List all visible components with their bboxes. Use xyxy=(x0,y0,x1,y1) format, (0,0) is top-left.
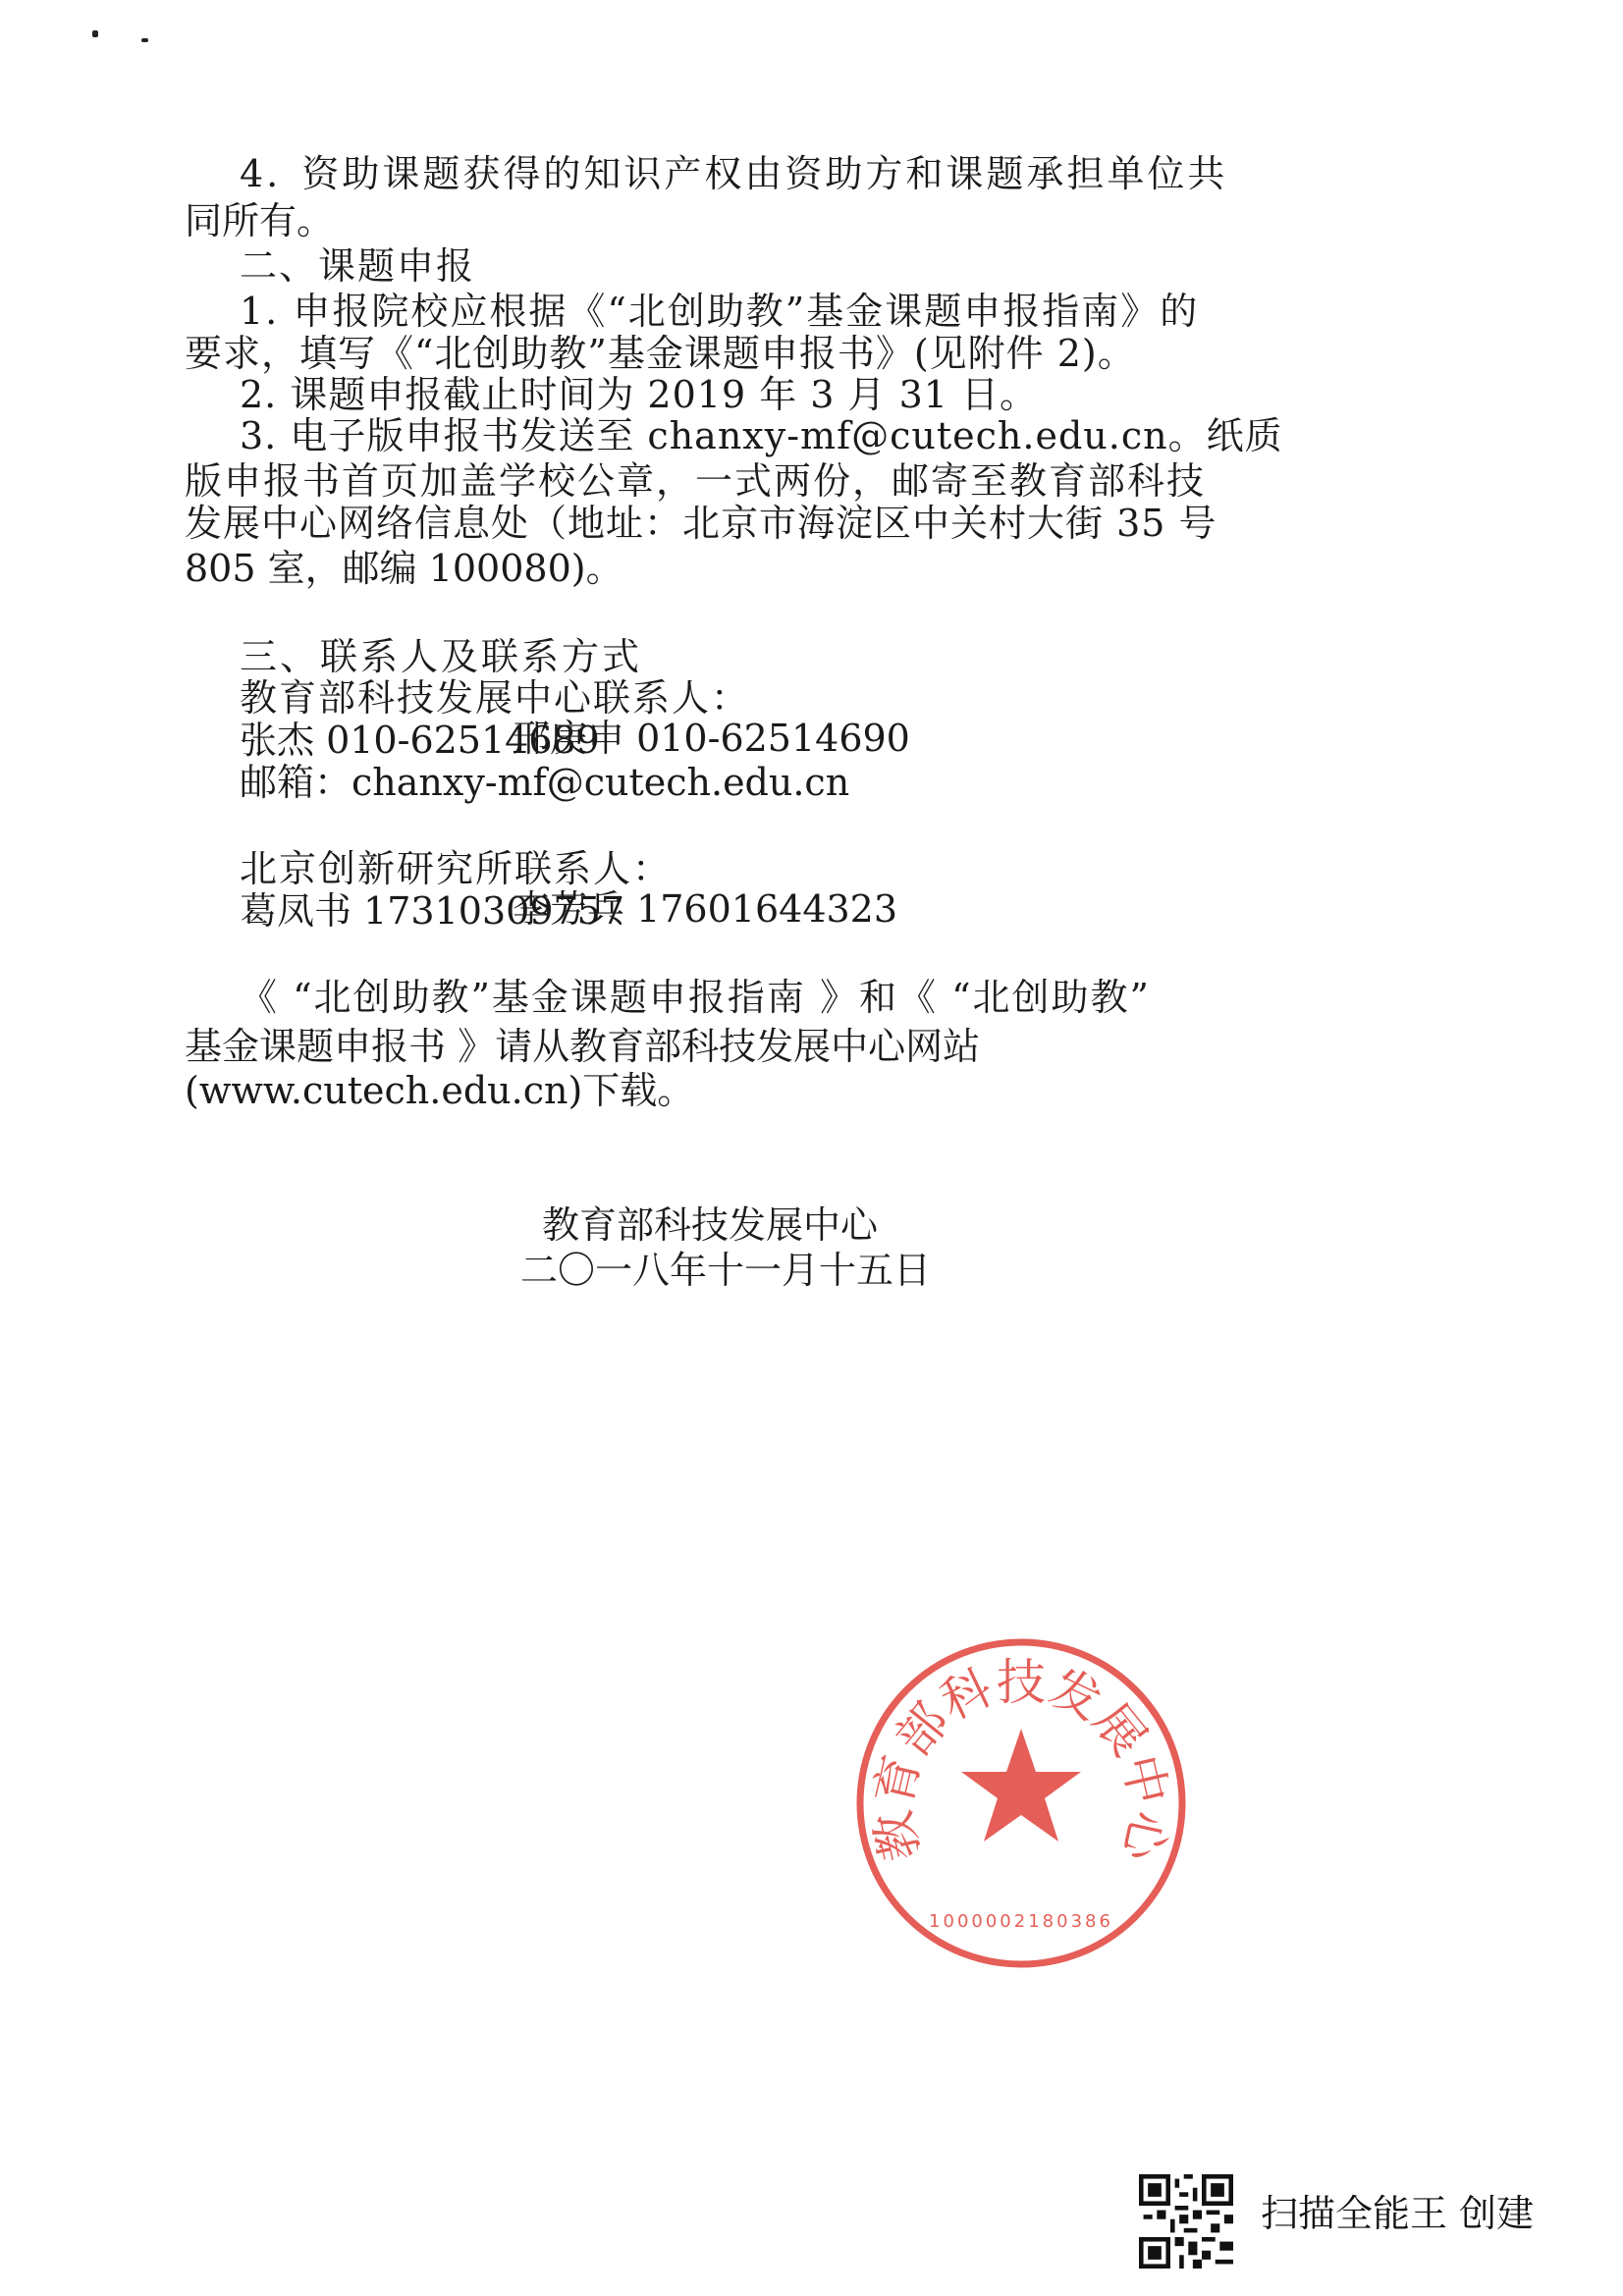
contact-person: 邢庚申 010-62514690 xyxy=(513,717,910,760)
paragraph-line: 3. 电子版申报书发送至 chanxy-mf@cutech.edu.cn。纸质 xyxy=(240,414,1283,457)
star-icon xyxy=(961,1729,1081,1842)
scan-speck xyxy=(92,30,98,37)
contact-person: 李芳兵 17601644323 xyxy=(513,887,898,931)
paragraph-line: 同所有。 xyxy=(185,199,335,242)
signature-org: 教育部科技发展中心 xyxy=(542,1203,879,1247)
seal-text: 教育部科技发展中心 xyxy=(864,1653,1178,1867)
paragraph-line: 4. 资助课题获得的知识产权由资助方和课题承担单位共 xyxy=(240,152,1228,195)
paragraph-line: 版申报书首页加盖学校公章，一式两份，邮寄至教育部科技 xyxy=(185,459,1207,503)
paragraph-line: 2. 课题申报截止时间为 2019 年 3 月 31 日。 xyxy=(240,373,1039,416)
signature-date: 二〇一八年十一月十五日 xyxy=(520,1249,932,1292)
qr-code-icon xyxy=(1139,2174,1233,2269)
contact-email: 邮箱：chanxy-mf@cutech.edu.cn xyxy=(240,761,850,804)
contact-person: 葛凤书 17310309757 xyxy=(240,889,625,933)
seal-code: 1000002180386 xyxy=(929,1911,1113,1932)
scan-speck xyxy=(141,38,148,42)
paragraph-line: 《 “北创助教”基金课题申报指南 》和《 “北创助教” xyxy=(240,976,1151,1019)
paragraph-line: 1. 申报院校应根据《“北创助教”基金课题申报指南》的 xyxy=(240,290,1200,333)
contact-label: 北京创新研究所联系人： xyxy=(240,847,673,890)
section-heading: 二、课题申报 xyxy=(240,244,476,288)
paragraph-line: 要求，填写《“北创助教”基金课题申报书》(见附件 2)。 xyxy=(185,332,1136,375)
section-heading: 三、联系人及联系方式 xyxy=(240,635,643,678)
contact-label: 教育部科技发展中心联系人： xyxy=(240,676,751,720)
scanner-watermark: 扫描全能王 创建 xyxy=(1261,2192,1535,2235)
official-seal xyxy=(852,1634,1190,1972)
paragraph-line: 发展中心网络信息处（地址：北京市海淀区中关村大街 35 号 xyxy=(185,502,1217,545)
paragraph-line: (www.cutech.edu.cn)下载。 xyxy=(185,1069,695,1112)
paragraph-line: 基金课题申报书 》请从教育部科技发展中心网站 xyxy=(185,1025,981,1068)
paragraph-line: 805 室，邮编 100080)。 xyxy=(185,547,623,590)
contact-person: 张杰 010-62514689 xyxy=(240,719,600,762)
